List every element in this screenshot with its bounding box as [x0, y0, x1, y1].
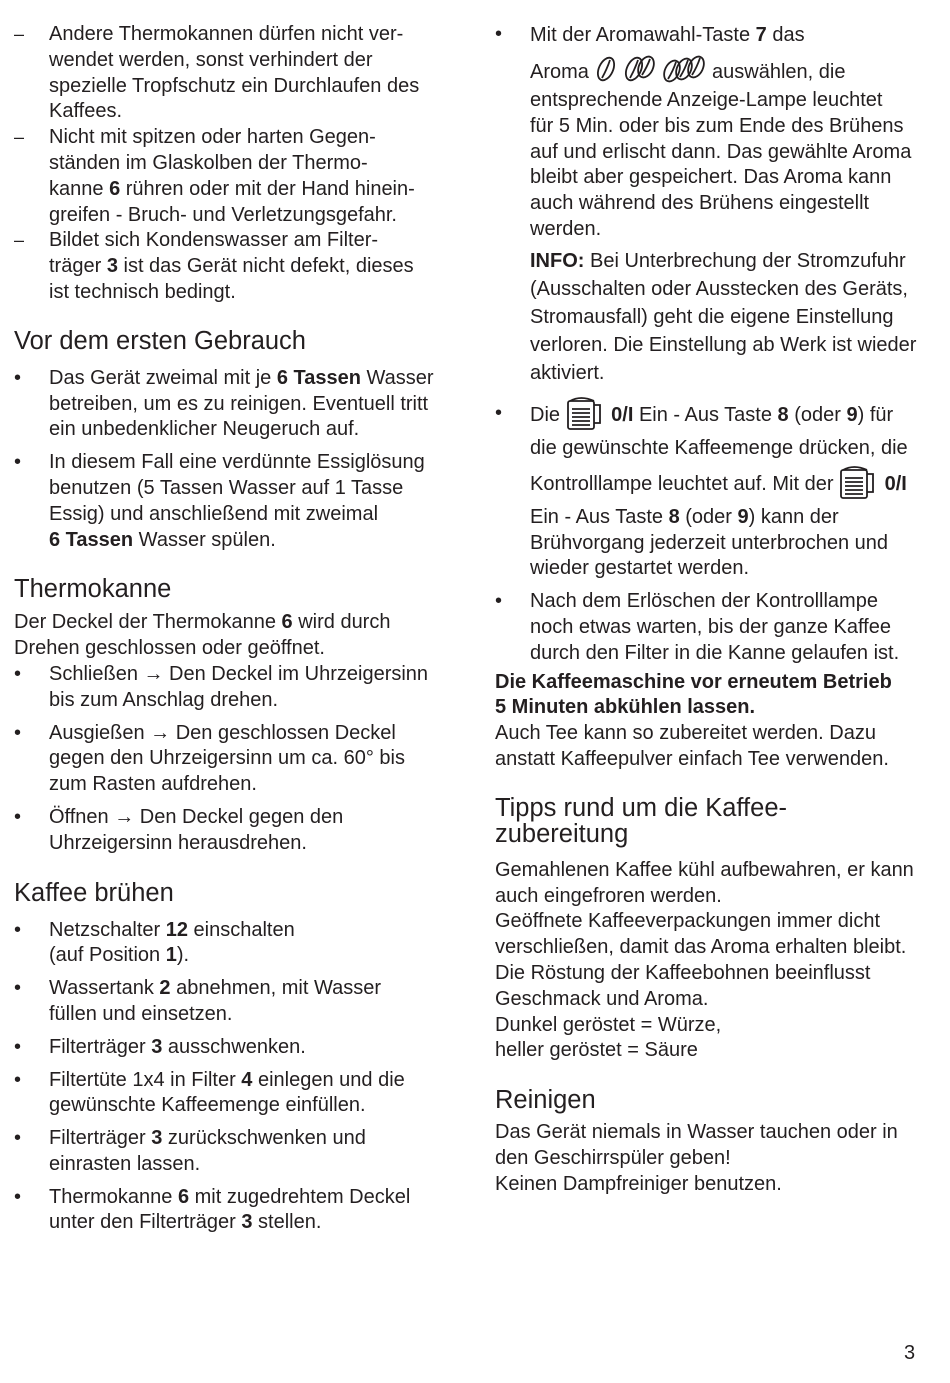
- list-item: • Filterträger 3 zurückschwenken und einrasten lassen.: [14, 1127, 366, 1175]
- section-heading-brew: Kaffee brühen: [14, 878, 174, 907]
- list-item: • Öffnen → Den Deckel gegen den Uhrzeigersinn herausdrehen.: [14, 805, 344, 854]
- left-column: [14, 22, 454, 1236]
- info-note: INFO: Bei Unterbrechung der Stromzufuhr (Ausschalten oder Ausstecken des Geräts, Stromausfall) geht die eigene Einstellung verloren. Die Einstellung ab Werk ist wieder aktiviert.: [530, 249, 917, 384]
- arrow-icon: →: [150, 721, 171, 744]
- dash-item: – Bildet sich Kondenswasser am Filter- träger 3 ist das Gerät nicht defekt, dieses ist technisch bedingt.: [14, 229, 414, 303]
- list-item: • Thermokanne 6 mit zugedrehtem Deckel unter den Filterträger 3 stellen.: [14, 1185, 411, 1234]
- dash-item: – Nicht mit spitzen oder harten Gegen- ständen im Glaskolben der Thermo- kanne 6 rühren oder mit der Hand hinein- greifen - Bruch- und Verletzungsgefahr.: [14, 126, 415, 226]
- list-item: • Filterträger 3 ausschwenken.: [14, 1035, 306, 1058]
- aroma-beans-icon: [594, 54, 706, 84]
- list-item: • Nach dem Erlöschen der Kontrolllampe noch etwas warten, bis der ganze Kaffee durch den Filter in die Kanne gelaufen ist.: [495, 590, 900, 664]
- section-heading-tips: Tipps rund um die Kaffee- zubereitung: [495, 793, 787, 848]
- thermo-intro: Der Deckel der Thermokanne 6 wird durch Drehen geschlossen oder geöffnet.: [14, 611, 391, 660]
- carafe-icon: [839, 464, 879, 500]
- section-heading-clean: Reinigen: [495, 1086, 596, 1115]
- cool-down-note: Die Kaffeemaschine vor erneutem Betrieb 5 Minuten abkühlen lassen.: [495, 670, 892, 719]
- list-item: • Filtertüte 1x4 in Filter 4 einlegen und die gewünschte Kaffeemenge einfüllen.: [14, 1068, 405, 1117]
- arrow-icon: →: [114, 805, 135, 828]
- list-item: • In diesem Fall eine verdünnte Essiglösung benutzen (5 Tassen Wasser auf 1 Tasse Essig) und anschließend mit zweimal 6 Tassen Wasser spülen.: [14, 451, 425, 551]
- list-item: • Ausgießen → Den geschlossen Deckel gegen den Uhrzeigersinn um ca. 60° bis zum Rasten aufdrehen.: [14, 721, 405, 796]
- tips-text: Gemahlenen Kaffee kühl aufbewahren, er kann auch eingefroren werden. Geöffnete Kaffeeverpackungen immer dicht verschließen, damit das Aroma erhalten bleibt. Die Röstung der Kaffeebohnen beeinflusst Geschmack und Aroma. Dunkel geröstet = Würze, heller geröstet = Säure: [495, 858, 914, 1062]
- arrow-icon: →: [143, 662, 164, 685]
- list-item: • Das Gerät zweimal mit je 6 Tassen Wasser betreiben, um es zu reinigen. Eventuell tritt ein unbedenklicher Neugeruch auf.: [14, 366, 434, 441]
- list-item: • Wassertank 2 abnehmen, mit Wasser füllen und einsetzen.: [14, 977, 381, 1025]
- section-heading-thermo: Thermokanne: [14, 575, 172, 604]
- list-item: • Netzschalter 12 einschalten (auf Position 1).: [14, 918, 295, 967]
- list-item-aroma: • Mit der Aromawahl-Taste 7 das Aroma auswählen, die entsprechende Anzeige-Lampe leuchtet für 5 Min. oder bis zum Ende des Brühens auf und erlischt dann. Das gewählte Aroma bleibt aber gespeichert. Das Aroma kann auch während des Brühens eingestellt werden. INFO: Bei Unterbrechung der Stromzufuhr (Ausschalten oder Ausstecken des Geräts, Stromausfall) geht die eigene Einstellung verloren. Die Einstellung ab Werk ist wieder aktiviert.: [495, 22, 935, 387]
- page-number: 3: [904, 1342, 916, 1364]
- right-column: [495, 22, 935, 1198]
- carafe-icon: [566, 395, 606, 431]
- clean-text: Das Gerät niemals in Wasser tauchen oder in den Geschirrspüler geben! Keinen Dampfreiniger benutzen.: [495, 1121, 898, 1195]
- tea-note: Auch Tee kann so zubereitet werden. Dazu anstatt Kaffeepulver einfach Tee verwenden.: [495, 722, 889, 770]
- list-item-onoff: • Die 0/I Ein - Aus Taste 8 (oder 9) für die gewünschte Kaffeemenge drücken, die Kontrolllampe leuchtet auf. Mit der 0/I Ein - Aus Taste 8 (oder 9) kann der Brühvorgang jederzeit unterbrochen und wieder gestartet werden.: [495, 395, 935, 582]
- dash-item: – Andere Thermokannen dürfen nicht ver- wendet werden, sonst verhindert der spezielle Tropfschutz ein Durchlaufen des Kaffees.: [14, 23, 420, 123]
- list-item: • Schließen → Den Deckel im Uhrzeigersinn bis zum Anschlag drehen.: [14, 662, 429, 711]
- section-heading-first-use: Vor dem ersten Gebrauch: [14, 326, 306, 355]
